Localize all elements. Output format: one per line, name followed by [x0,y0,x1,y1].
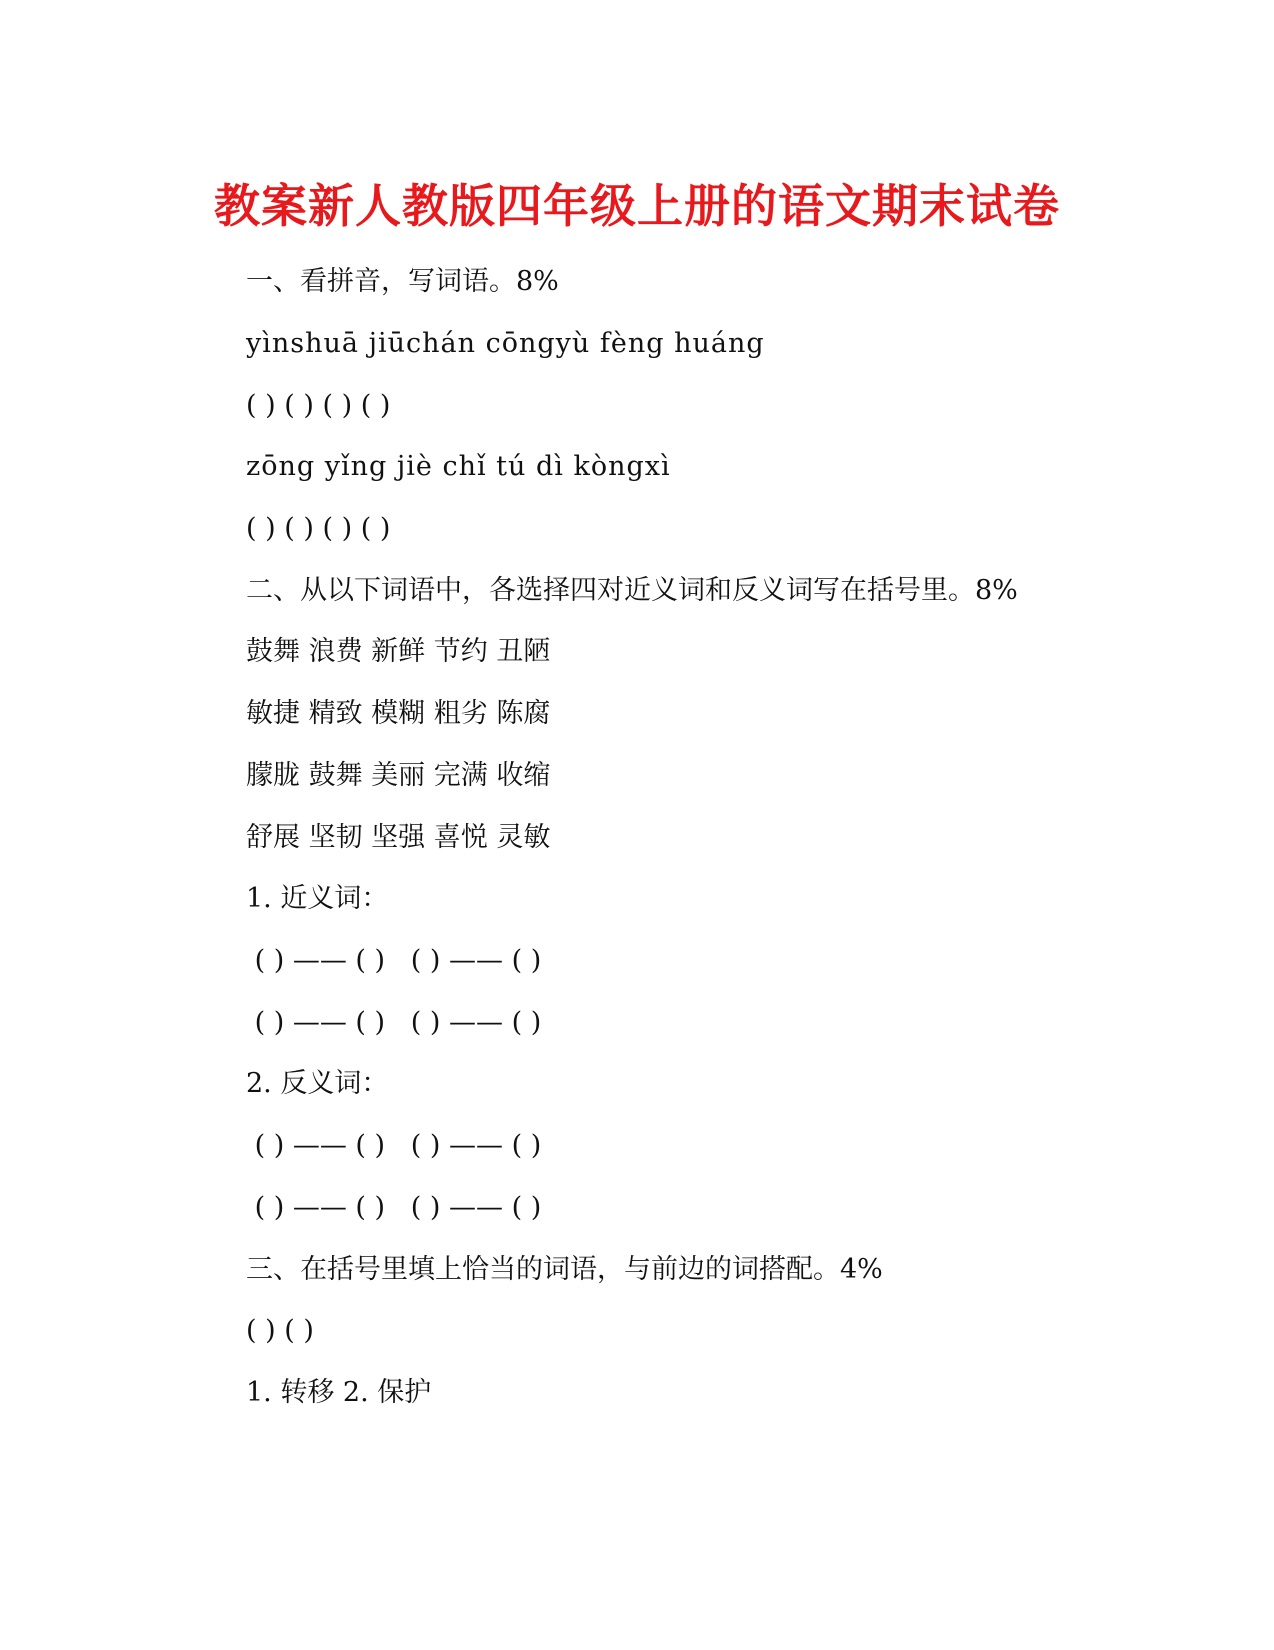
section-1-heading: 一、看拼音，写词语。8% [246,266,559,297]
antonyms-heading: 2. 反义词： [246,1068,389,1099]
document-title: 教案新人教版四年级上册的语文期末试卷 [214,179,1060,233]
word-row-2: 敏捷 精致 模糊 粗劣 陈腐 [246,698,551,729]
word-row-3: 朦胧 鼓舞 美丽 完满 收缩 [246,760,551,791]
pinyin-line-1: yìnshuā jiūchán cōngyù fèng huáng [246,328,765,359]
synonyms-heading: 1. 近义词： [246,883,389,914]
section-3-heading: 三、在括号里填上恰当的词语，与前边的词搭配。4% [246,1254,883,1285]
blank-brackets-2: ( ) ( ) ( ) ( ) [246,513,391,544]
word-row-1: 鼓舞 浪费 新鲜 节约 丑陋 [246,636,551,667]
antonym-pairs-row-2: ( ) —— ( ) ( ) —— ( ) [246,1192,542,1223]
synonym-pairs-row-2: ( ) —— ( ) ( ) —— ( ) [246,1007,542,1038]
synonym-pairs-row-1: ( ) —— ( ) ( ) —— ( ) [246,945,542,976]
blank-brackets-3: ( ) ( ) [246,1315,314,1346]
word-row-4: 舒展 坚韧 坚强 喜悦 灵敏 [246,822,551,853]
blank-brackets-1: ( ) ( ) ( ) ( ) [246,390,391,421]
antonym-pairs-row-1: ( ) —— ( ) ( ) —— ( ) [246,1130,542,1161]
section-2-heading: 二、从以下词语中，各选择四对近义词和反义词写在括号里。8% [246,575,1018,606]
word-pair-items: 1. 转移 2. 保护 [246,1377,432,1408]
pinyin-line-2: zōng yǐng jiè chǐ tú dì kòngxì [246,451,671,482]
